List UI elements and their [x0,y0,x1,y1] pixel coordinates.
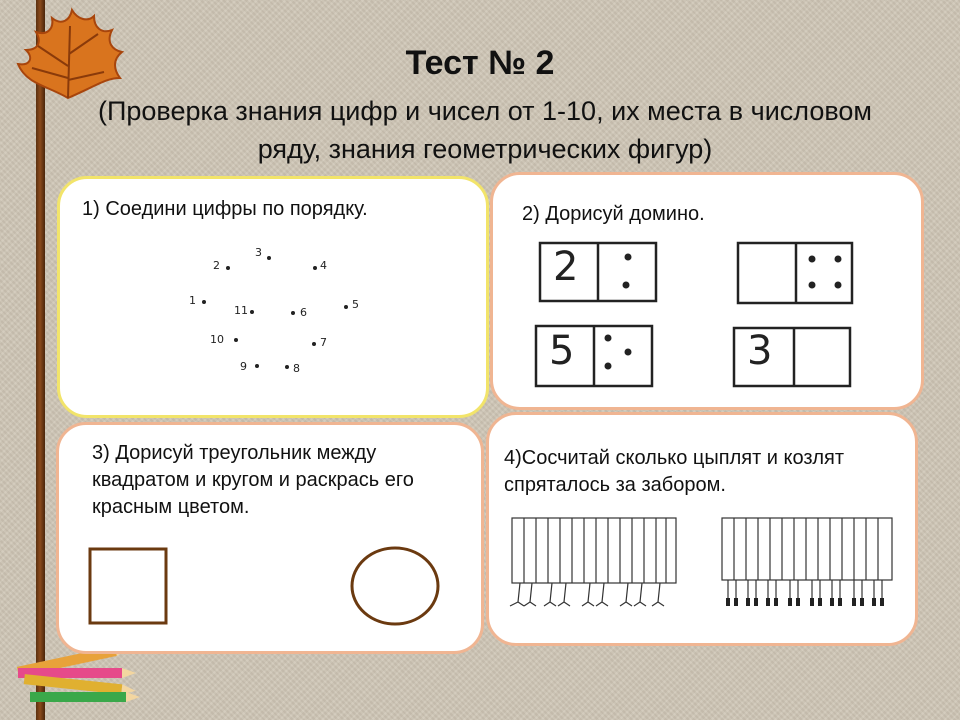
dot-label-10: 10 [210,333,224,346]
page-subtitle: (Проверка знания цифр и чисел от 1-10, их места в числовом ряду, знания геометрических фигур) [98,96,872,164]
task-1-label: 1) Соедини цифры по порядку. [82,198,368,220]
dot-label-8: 8 [293,362,300,375]
domino-1-number: 2 [553,244,579,290]
task-2-label: 2) Дорисуй домино. [522,203,705,225]
fence-right [722,518,892,580]
task-3-label: 3) Дорисуй треугольник между квадратом и кругом и раскрась его красным цветом. [92,442,414,518]
dot-label-1: 1 [189,294,196,307]
dot-label-4: 4 [320,259,327,272]
dot-label-2: 2 [213,259,220,272]
task-4-label: 4)Сосчитай сколько цыплят и козлят спряталось за забором. [504,447,844,496]
dot-label-5: 5 [352,298,359,311]
dot-label-9: 9 [240,360,247,373]
fence-left [510,518,676,606]
dot-label-11: 11 [234,304,248,317]
domino-4-number: 3 [747,328,773,374]
dot-label-3: 3 [255,246,262,259]
page-title: Тест № 2 [405,44,555,82]
dot-label-6: 6 [300,306,307,319]
domino-3-number: 5 [549,328,575,374]
dot-label-7: 7 [320,336,327,349]
